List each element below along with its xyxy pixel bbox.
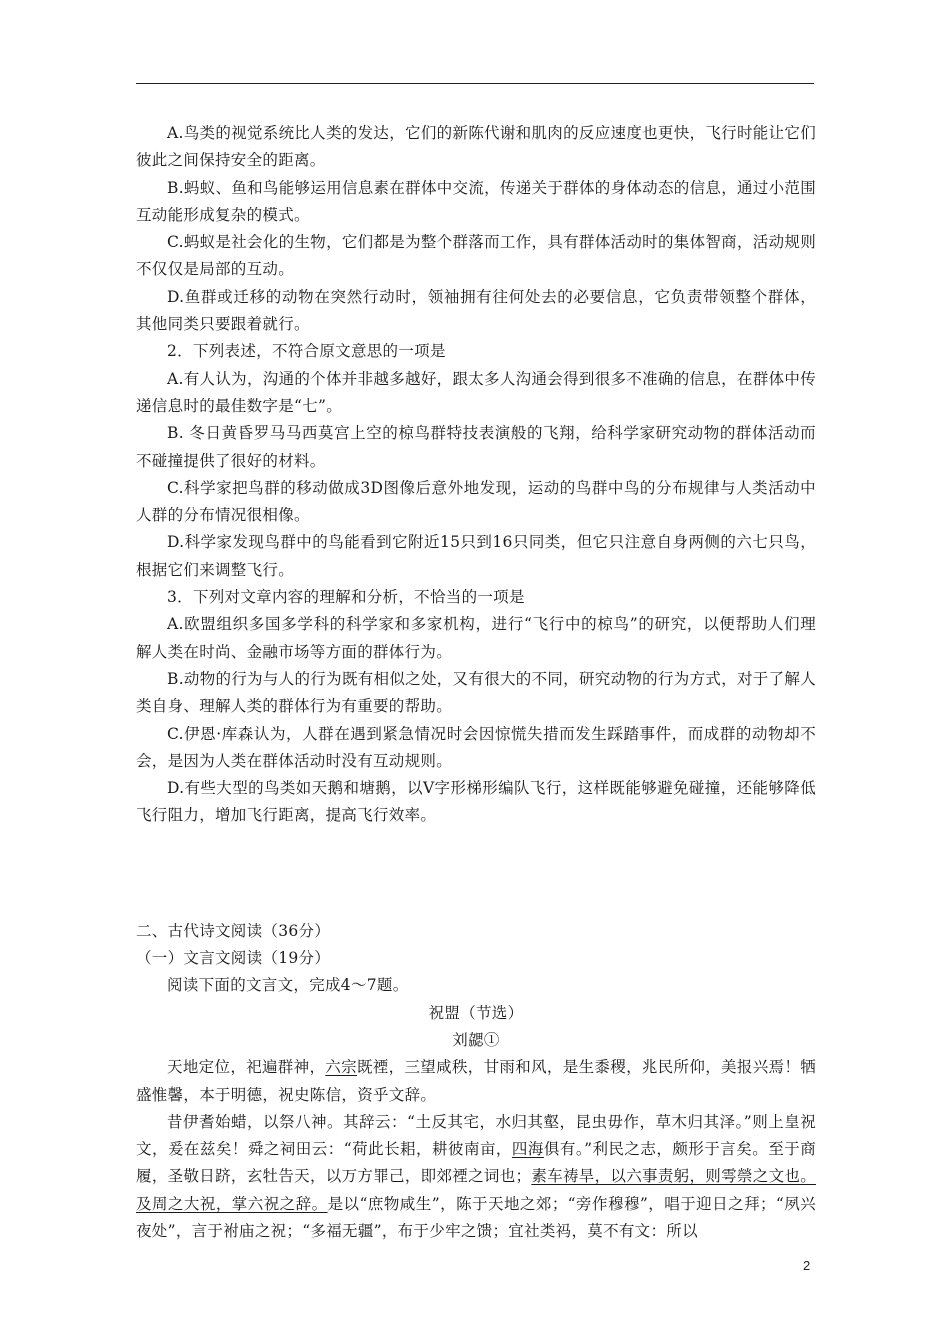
reading-instruction: 阅读下面的文言文，完成4～7题。 xyxy=(167,976,409,995)
q3-stem: 3．下列对文章内容的理解和分析，不恰当的一项是 xyxy=(167,588,525,607)
q3-option-a: A.欧盟组织多国多学科的科学家和多家机构，进行“飞行中的椋鸟”的研究，以便帮助人们理解人类在时尚、金融市场等方面的群体行为。 xyxy=(136,615,816,661)
section-gap xyxy=(136,830,816,918)
section-heading: 二、古代诗文阅读（36分） xyxy=(136,921,331,940)
para2-underlined-term: 四海 xyxy=(511,1140,544,1159)
para1-text-b: 既禋，三望咸秩，甘雨和风，是生黍稷，兆民所仰，美报兴焉！牺盛惟馨，本于明德，祝史陈信，资乎文辞。 xyxy=(136,1058,816,1104)
q1-option-c: C.蚂蚁是社会化的生物，它们都是为整个群落而工作，具有群体活动时的集体智商，活动规则不仅仅是局部的互动。 xyxy=(136,233,816,279)
q3-option-d: D.有些大型的鸟类如天鹅和塘鹅，以V字形梯形编队飞行，这样既能够避免碰撞，还能够降低飞行阻力，增加飞行距离，提高飞行效率。 xyxy=(136,779,816,825)
q2-option-a: A.有人认为，沟通的个体并非越多越好，跟太多人沟通会得到很多不准确的信息，在群体中传递信息时的最佳数字是“七”。 xyxy=(136,369,816,415)
passage-author: 刘勰① xyxy=(452,1030,500,1049)
page-number: 2 xyxy=(803,1258,811,1273)
passage-title: 祝盟（节选） xyxy=(428,1003,524,1022)
q1-option-b: B.蚂蚁、鱼和鸟能够运用信息素在群体中交流，传递关于群体的身体动态的信息，通过小范围互动能形成复杂的模式。 xyxy=(136,178,816,224)
q3-option-b: B.动物的行为与人的行为既有相似之处，又有很大的不同，研究动物的行为方式，对于了解人类自身、理解人类的群体行为有重要的帮助。 xyxy=(136,669,816,716)
q2-option-b: B. 冬日黄昏罗马马西莫宫上空的椋鸟群特技表演般的飞翔，给科学家研究动物的群体活动而不碰撞提供了很好的材料。 xyxy=(136,424,816,470)
passage-paragraph-2 xyxy=(136,1109,816,1245)
q2-stem: 2．下列表述，不符合原文意思的一项是 xyxy=(167,342,446,361)
header-rule xyxy=(136,83,814,84)
para2-text-a: 昔伊耆始蜡，以祭八神。其辞云：“土反其宅，水归其壑，昆虫毋作，草木归其泽。”则上皇祝文，爰在兹矣！舜之祠田云：“荷此长耜，耕彼南亩， xyxy=(136,1112,816,1159)
para2-underlined-sentence: 素车祷旱，以六事责躬，则雩禜之文也。及周之大祝，掌六祝之辞。 xyxy=(136,1167,816,1213)
q3-option-c: C.伊恩·库森认为，人群在遇到紧急情况时会因惊慌失措而发生踩踏事件，而成群的动物却不会，是因为人类在群体活动时没有互动规则。 xyxy=(136,724,816,770)
q2-option-d: D.科学家发现鸟群中的鸟能看到它附近15只到16只同类，但它只注意自身两侧的六七只鸟，根据它们来调整飞行。 xyxy=(136,533,816,579)
q1-option-d: D.鱼群或迁移的动物在突然行动时，领袖拥有往何处去的必要信息，它负责带领整个群体，其他同类只要跟着就行。 xyxy=(136,287,816,334)
sub-section-heading: （一）文言文阅读（19分） xyxy=(136,949,331,968)
passage-paragraph-1 xyxy=(136,1054,816,1109)
para1-underlined-term: 六宗 xyxy=(325,1058,357,1077)
q2-option-c: C.科学家把鸟群的移动做成3D图像后意外地发现，运动的鸟群中鸟的分布规律与人类活动中人群的分布情况很相像。 xyxy=(136,478,816,525)
para2-text-c: 是以“庶物咸生”，陈于天地之郊；“旁作穆穆”，唱于迎日之拜；“夙兴夜处”，言于袝庙之祝；“多福无疆”，布于少牢之馈；宜社类祃，莫不有文：所以 xyxy=(136,1194,816,1240)
page-content xyxy=(136,120,816,1245)
q1-option-a: A.鸟类的视觉系统比人类的发达，它们的新陈代谢和肌肉的反应速度也更快，飞行时能让它们彼此之间保持安全的距离。 xyxy=(136,124,816,170)
para1-text-a: 天地定位，祀遍群神， xyxy=(167,1058,326,1077)
para2-text-b: 俱有。”利民之志，颇形于言矣。至于商履，圣敬日跻，玄牡告天，以万方罪己，即郊禋之词也； xyxy=(136,1140,816,1186)
